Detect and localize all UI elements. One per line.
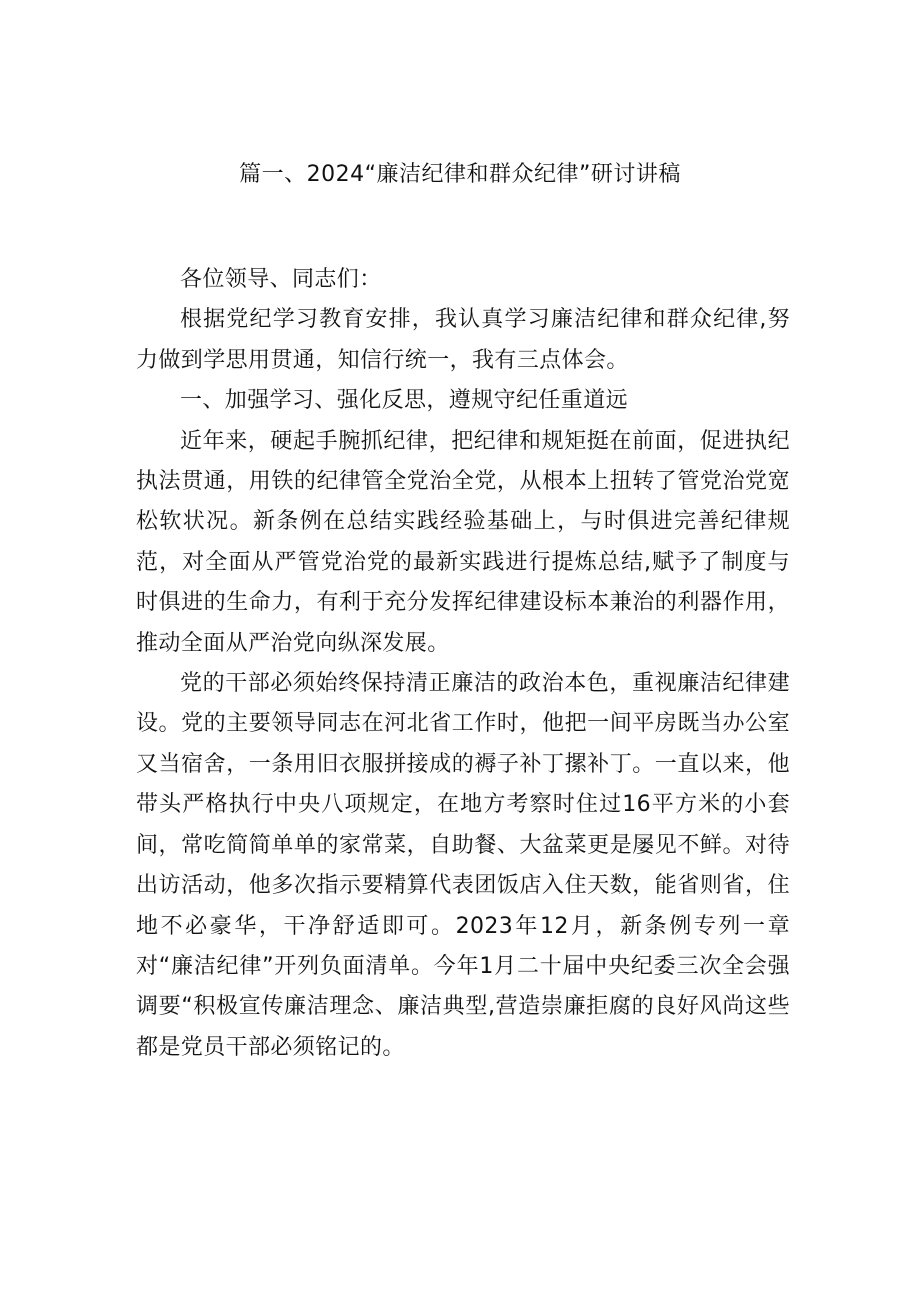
paragraph-body-1: 近年来，硬起手腕抓纪律，把纪律和规矩挺在前面，促进执纪执法贯通，用铁的纪律管全党治全党，从根本上扭转了管党治党宽松软状况。新条例在总结实践经验基础上，与时俱进完善纪律规范，对全面从严管党治党的最新实践进行提炼总结,赋予了制度与时俱进的生命力，有利于充分发挥纪律建设标本兼治的利器作用，推动全面从严治党向纵深发展。 (136, 428, 790, 656)
paragraph-greeting: 各位领导、同志们： (180, 267, 382, 292)
document-body (136, 260, 790, 1068)
section-heading-1: 一、加强学习、强化反思，遵规守纪任重道远 (180, 388, 629, 414)
paragraph-body-2: 党的干部必须始终保持清正廉洁的政治本色，重视廉洁纪律建设。党的主要领导同志在河北省工作时，他把一间平房既当办公室又当宿舍，一条用旧衣服拼接成的褥子补丁摞补丁。一直以来，他带头严格执行中央八项规定，在地方考察时住过16平方米的小套间，常吃简简单单的家常菜，自助餐、大盆菜更是屡见不鲜。对待出访活动，他多次指示要精算代表团饭店入住天数，能省则省，住地不必豪华，干净舒适即可。2023年12月，新条例专列一章对“廉洁纪律”开列负面清单。今年1月二十届中央纪委三次全会强调要“积极宣传廉洁理念、廉洁典型,营造崇廉拒腐的良好风尚这些都是党员干部必须铭记的。 (136, 671, 790, 1060)
paragraph-intro: 根据党纪学习教育安排，我认真学习廉洁纪律和群众纪律,努力做到学思用贯通，知信行统一，我有三点体会。 (136, 307, 790, 373)
document-title: 篇一、2024“廉洁纪律和群众纪律”研讨讲稿 (239, 162, 681, 187)
